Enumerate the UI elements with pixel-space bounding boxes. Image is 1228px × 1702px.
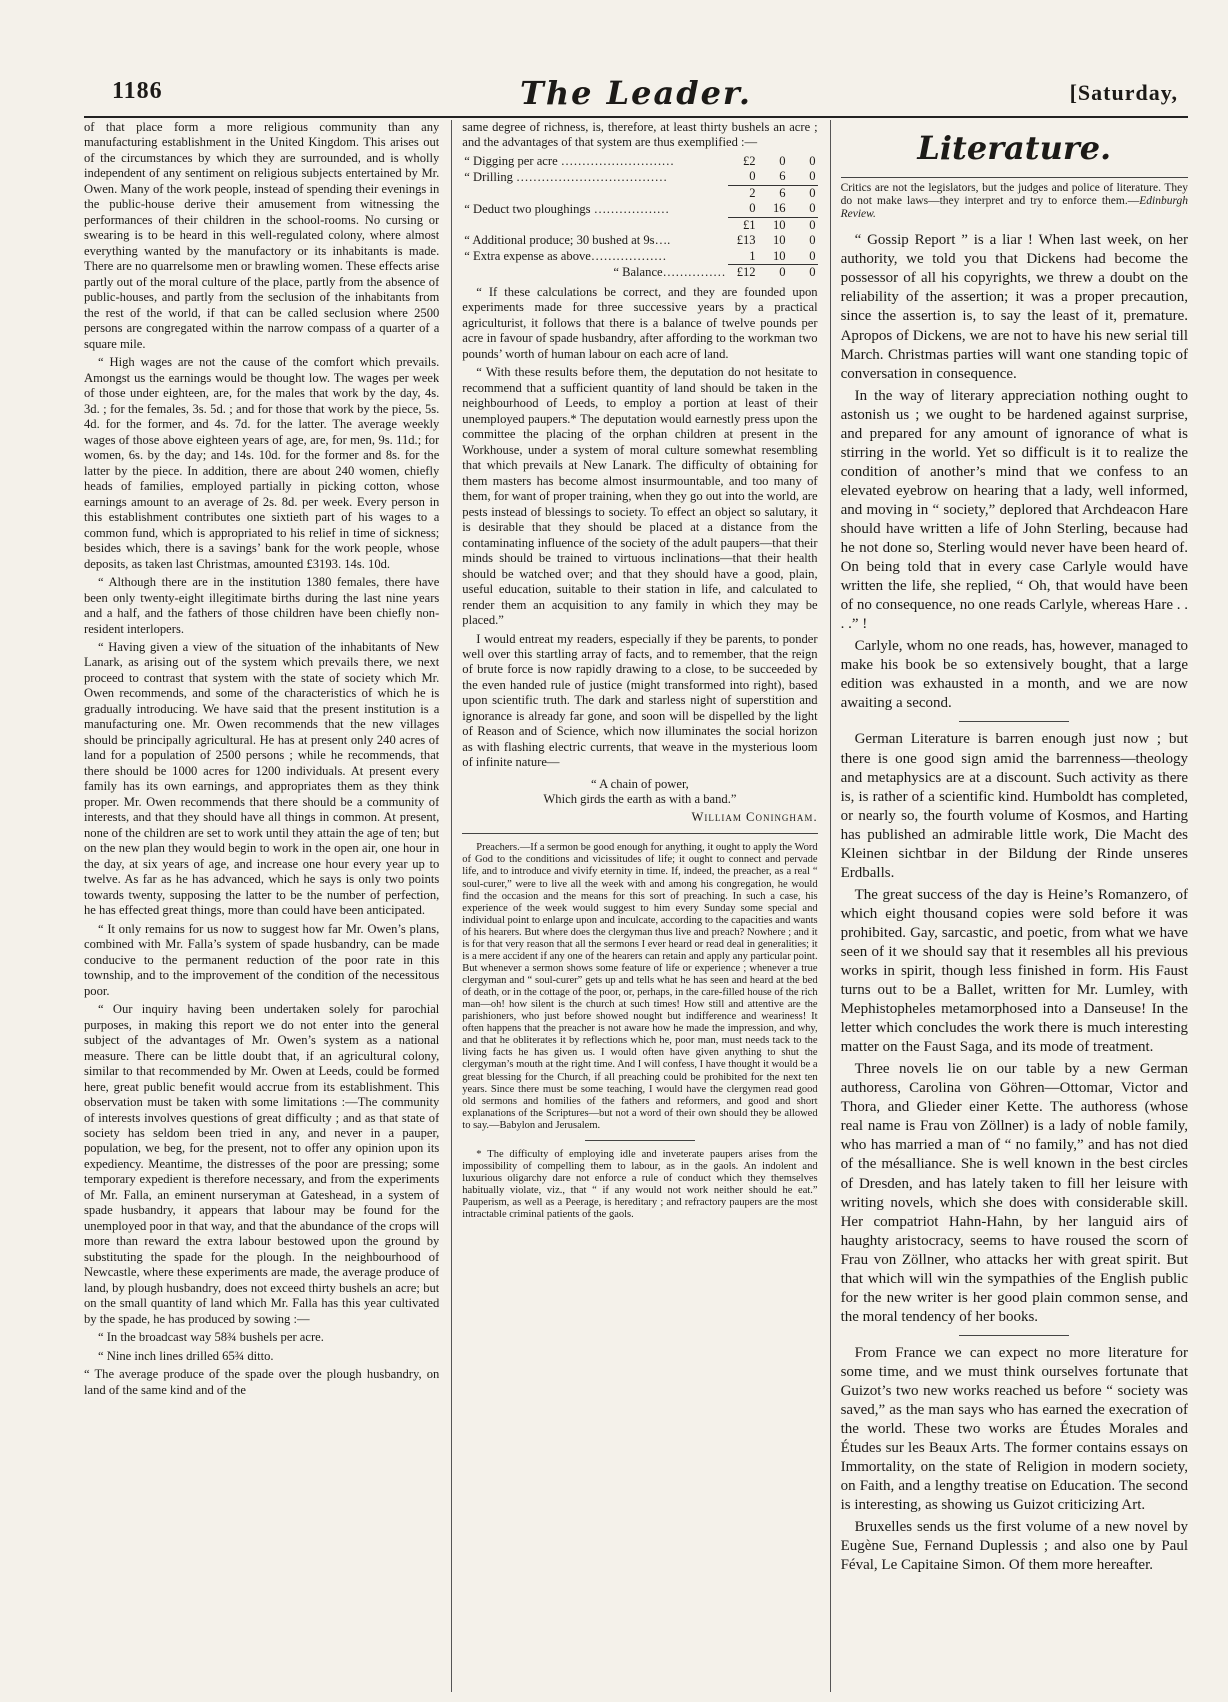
section-divider bbox=[959, 1335, 1069, 1336]
epigraph-source: Edinburgh Review. bbox=[840, 194, 1188, 221]
paragraph: I would entreat my readers, especially if they be parents, to ponder well over this startling array of facts, and to remember, that the reign of brute force is now rapidly drawing to a close, to be succeeded by the even handed rule of justice (might transformed into right), based upon scientific truth. The dark and starless night of superstition and ignorance is already far gone, and soon will be dispelled by the light of Reason and of Science, which now illuminates the social horizon as with flashing electric currents, that weave in the mysterious loom of infinite nature— bbox=[462, 631, 818, 770]
footnote-divider bbox=[585, 1140, 695, 1141]
paragraph: “ The average produce of the spade over the plough husbandry, on land of the same kind and of the bbox=[84, 1367, 440, 1397]
pounds: 0 bbox=[749, 169, 756, 184]
row-label bbox=[462, 185, 727, 201]
pounds: 1 bbox=[749, 248, 756, 263]
table-row bbox=[462, 169, 817, 185]
epigraph bbox=[841, 177, 1188, 222]
pence: 0 bbox=[788, 265, 818, 281]
pence: 0 bbox=[788, 185, 818, 201]
row-label bbox=[462, 217, 727, 233]
paragraph: “ Having given a view of the situation of the inhabitants of New Lanark, as arising out of the system which prevails there, we next proceed to contrast that system with the state of society which Mr. Owen recommends, and some of the characteristics of which he is gradually introducing. We have said that the present institution is a manufacturing one. Mr. Owen recommends that the new villages should be principally agricultural. He has at present only 240 acres of land for a population of 2500 persons ; while he recommends, that there should be 1000 acres for 1200 individuals. At present every family has its own earnings, and appropriates them as they think proper. Mr. Owen recommends that there should be a community of interests, and that they should have all things in common. At present, none of the children are set to work until they attain the age of ten; but on the new plan they would begin to work in the open air, one hour in the day, at six years of age, and increase one hour every year up to twelve. As far as he has advanced, which he says is only two points towards twenty, supposing the latter to be the number of perfection, he has effected great things, more than could have been anticipated. bbox=[84, 639, 440, 918]
paragraph: “ If these calculations be correct, and they are founded upon experiments made for three successive years by a practical agriculturist, it follows that there is a balance of twelve pounds per acre in favour of spade husbandry, after affording to the workman two pounds’ worth of human labour on each acre of land. bbox=[462, 284, 818, 361]
page-number: 1186 bbox=[112, 78, 163, 104]
row-label: “ Additional produce; 30 bushed at 9s…. bbox=[464, 233, 671, 248]
poem-line: “ A chain of power, bbox=[591, 776, 689, 791]
paragraph: Three novels lie on our table by a new German authoress, Carolina von Göhren—Ottomar, Victor and Thora, and Glieder einer Kette. The authoress (whose real name is Frau von Zöllner) is a lady of noble family, who has married a man of “ no family,” and has not died of the mésalliance. She is well known in the best circles of Dresden, and has lately taken to fill her leisure with writing novels, which she does with considerable skill. Her compatriot Hahn-Hahn, by her languid airs of haughty aristocracy, seems to have roused the scorn of Frau von Zöllner, who attacks her with great spirit. But that which will win the sympathies of the English public for the new writer is her good plain common sense, and the moral tendency of her books. bbox=[840, 1061, 1188, 1325]
issue-date: [Saturday, bbox=[1069, 80, 1178, 105]
section-divider bbox=[462, 833, 817, 834]
footnote: * The difficulty of employing idle and inveterate paupers arises from the impossibility of compelling them to labour, as in the gaols. An indolent and luxurious oligarchy dare not enforce a rule of conduct which they themselves habitually violate, viz., that “ if any would not work neither should he eat.” Pauperism, as well as a Peerage, is hereditary ; and refractory paupers are the most intractable criminal patients of the gaols. bbox=[462, 1148, 818, 1221]
column-1 bbox=[84, 120, 439, 1692]
table-row bbox=[462, 185, 817, 201]
paragraph: “ Although there are in the institution 1380 females, there have been only twenty-eight illegitimate births during the last nine years and a half, and the fathers of those children have been chiefly non-resident interlopers. bbox=[84, 575, 440, 636]
pounds: £1 bbox=[728, 217, 758, 233]
header-rule bbox=[84, 116, 1188, 118]
shillings: 0 bbox=[758, 265, 788, 281]
paragraph: “ Gossip Report ” is a liar ! When last week, on her authority, we told you that Dickens had become the possessor of all his copyrights, we threw a doubt on the reliability of the assertion; it was a proper precaution, since the assertion is, to say the least of it, premature. Apropos of Dickens, we are not to have his new serial till March. Christmas parties will want one standing topic of conversation in consequence. bbox=[840, 232, 1188, 382]
table-row bbox=[462, 233, 817, 248]
epigraph-text: Critics are not the legislators, but the judges and police of literature. They do not make laws—they interpret and try to enforce them.— bbox=[840, 181, 1188, 207]
section-divider bbox=[959, 721, 1069, 722]
paragraph: Carlyle, whom no one reads, has, however, managed to make his book be so extensively bought, that a large edition was exhausted in a month, and we are now awaiting a second. bbox=[840, 638, 1188, 712]
table-row bbox=[462, 249, 817, 265]
pounds: 0 bbox=[749, 201, 756, 216]
shillings: 16 bbox=[773, 201, 786, 216]
shillings: 6 bbox=[758, 185, 788, 201]
section-title: Literature. bbox=[917, 129, 1112, 167]
row-label: “ Drilling ……………………………… bbox=[464, 169, 668, 184]
pence: 0 bbox=[809, 153, 816, 168]
pence: 0 bbox=[809, 169, 816, 184]
pounds: 2 bbox=[728, 185, 758, 201]
pounds: £13 bbox=[736, 233, 756, 248]
paragraph: “ With these results before them, the deputation do not hesitate to recommend that a sufficient quantity of land should be taken in the neighbourhood of Leeds, to employ a portion at least of their unemployed paupers.* The deputation would earnestly press upon the committee the placing of the orphan children at present in the Workhouse, under a system of moral culture somewhat resembling that which prevails at New Lanark. The difficulty of obtaining for them masters has become almost insurmountable, and too many of them, for want of proper training, when they go out into the world, are pests instead of blessings to society. To effect an object so salutary, it is desirable that they should be placed at a distance from the contaminating influence of the society of the adult paupers—that their minds should be trained to virtuous inclinations—that their health should be watched over; and that they should have a good, plain, useful education, suitable to their station in life, and calculated to render them an acquisition to any family in which they may be placed.” bbox=[462, 365, 818, 628]
shillings: 10 bbox=[773, 248, 786, 263]
yield-line: “ Nine inch lines drilled 65¾ ditto. bbox=[98, 1348, 274, 1363]
pence: 0 bbox=[809, 233, 816, 248]
paragraph: “ Our inquiry having been undertaken solely for parochial purposes, in making this report we do not enter into the general subject of the advantages of Mr. Owen’s system as a national measure. There can be little doubt that, if an agricultural colony, similar to that recommended by Mr. Owen at Leeds, could be formed here, great public benefit would accrue from its establishment. This observation must be taken with some limitations :—The community of interests involves questions of great difficulty ; and as that state of society has seldom been tried in any, and never in a pauper, population, we beg, for the present, not to offer any opinion upon its expediency. Meantime, the distresses of the poor are pressing; some temporary expedient is therefore necessary, and from the experiments of Mr. Falla, an eminent nurseryman at Gateshead, in a system of spade husbandry, it appears that labour may be found for the unemployed poor in that way, and that the abundance of the crops will more than reward the extra labour bestowed upon the ground by substituting the spade for the plough. In the neighbourhood of Newcastle, where these experiments are made, the average produce of land, by plough husbandry, does not exceed thirty bushels an acre; but on the small quantity of land which Mr. Falla has this year cultivated by the spade, he has produced by sowing :— bbox=[84, 1002, 440, 1326]
pence: 0 bbox=[809, 248, 816, 263]
row-label: “ Balance…………… bbox=[613, 265, 726, 280]
poem-line: Which girds the earth as with a band.” bbox=[543, 792, 737, 807]
paragraph: The great success of the day is Heine’s Romanzero, of which eight thousand copies were sold before it was prohibited. Gay, sarcastic, and poetic, from what we have seen of it we should say that it resembles all his previous works in spirit, though less finished in form. His Faust turns out to be a Ballet, written for Mr. Lumley, with Mephistopheles metamorphosed into a Danseuse! In the letter which concludes the work there is much interesting matter on the Faust Saga, and its mode of treatment. bbox=[840, 886, 1188, 1056]
shillings: 0 bbox=[779, 153, 786, 168]
table-row bbox=[462, 201, 817, 217]
paper-title: The Leader. bbox=[520, 74, 752, 112]
paragraph: “ High wages are not the cause of the comfort which prevails. Amongst us the earnings would be thought low. The wages per week of those under eighteen, are, for the males that work by the day, 4s. 3d. ; for the females, 3s. 5d. ; and for those that work by the piece, 5s. 4d. for the former, and 4s. 7d. for the latter. The average weekly wages of those above eighteen years of age, are, for men, 9s. 11d.; for women, 6s. by the day; and 14s. 10d. for the former and 8s. for the latter by the piece. In addition, there are about 240 women, chiefly heads of families, employed partially in picking cotton, whose earnings amount to an average of 2s. 8d. per week. Every person in this establishment contributes one sixtieth part of his wages to a common fund, which is appropriated to his relief in time of sickness; besides which, there is a savings’ bank for the work people, whose deposits, as taken last Christmas, amounted £3193. 14s. 10d. bbox=[84, 355, 440, 571]
paragraph: Bruxelles sends us the first volume of a new novel by Eugène Sue, Fernand Duplessis ; and also one by Paul Féval, Le Capitaine Simon. Of them more hereafter. bbox=[840, 1519, 1188, 1574]
pounds: £12 bbox=[728, 265, 758, 281]
account-table bbox=[462, 154, 817, 281]
shillings: 6 bbox=[779, 169, 786, 184]
table-row bbox=[462, 217, 817, 233]
paragraph: From France we can expect no more literature for some time, and we must think ourselves fortunate that Guizot’s two new works reached us before “ society was saved,” as the man says who has earned the execration of the world. These two works are Études Morales and Études sur les Beaux Arts. The former contains essays on Immortality, on the state of Religion in modern society, on Faith, and a lengthy treatise on Education. The second is interesting, as showing us Guizot criticizing Art. bbox=[840, 1344, 1188, 1514]
preachers-item: Preachers.—If a sermon be good enough for anything, it ought to apply the Word of God to the conditions and vicissitudes of life; it ought to connect and pervade life, and to introduce and vivify eternity in time. If, indeed, the preacher, as a real “ soul-curer,” were to live all the week with and among his congregation, he would find the occasion and the means for this sort of preaching. In such a case, his experience of the week would suggest to him every Sunday some special and individual point to enlarge upon and inculcate, according to the capacities and wants of his hearers. But where does the clergyman thus live and preach? Nowhere ; and it is for that very reason that all the sermons I ever heard or read deal in generalities; it is a mere accident if any one of the hearers can retain and apply any particular point. But whenever a sermon shows some feature of life or experience ; whenever a true clergyman and “ soul-curer” gets up and tells what he has seen and heard at the bed of death, or in the cottage of the poor, or, perhaps, in the care-filled house of the rich man—oh! how silent is the church at such times! How still and attentive are the parishioners, who just before showed nought but indifference and weariness! It often happens that the preacher is not aware how he made the impression, and why, and that he obliterates it by reflections which he, poor man, must needs tack to the living facts he has given us. I would often have given anything to shut the clergyman’s mouth at the right time. And I will confess, I have thought it would be a great blessing for the Church, if all preaching could be prohibited for the next ten years. Since there must be some teaching, I would have the clergymen read good old sermons and homilies of the fathers and reformers, and good and short explanations of the Scriptures—but not a word of their own should they be allowed to say.—Babylon and Jerusalem. bbox=[462, 842, 818, 1131]
table-row bbox=[462, 265, 817, 281]
yield-line: “ In the broadcast way 58¾ bushels per acre. bbox=[98, 1330, 324, 1345]
row-label: “ Deduct two ploughings ……………… bbox=[464, 201, 670, 216]
column-3 bbox=[830, 120, 1188, 1692]
pence: 0 bbox=[788, 217, 818, 233]
columns bbox=[84, 120, 1188, 1692]
paragraph: In the way of literary appreciation nothing ought to astonish us ; we ought to be hardened against surprise, and prepared for any amount of ignorance of what is stirring in the world. Yet so difficult is it to realize the condition of another’s mind that we confess to an elevated eyebrow on hearing that a lady, well informed, and moving in “ society,” deplored that Archdeacon Hare should have written a life of John Sterling, because had he not done so, Sterling would never have been heard of. On being told that in every case Carlyle would have written the life, she replied, “ Oh, that would have been of no consequence, no one reads Carlyle, whereas Hare . . . .” ! bbox=[840, 387, 1188, 633]
row-label: “ Extra expense as above……………… bbox=[464, 249, 667, 264]
row-label: “ Digging per acre ……………………… bbox=[464, 153, 675, 168]
shillings: 10 bbox=[758, 217, 788, 233]
column-2 bbox=[451, 120, 817, 1692]
paragraph: same degree of richness, is, therefore, at least thirty bushels an acre ; and the advantages of that system are thus exemplified :— bbox=[462, 120, 818, 150]
pence: 0 bbox=[809, 201, 816, 216]
paragraph: of that place form a more religious community than any manufacturing establishment in the United Kingdom. This arises out of the circumstances by which they are surrounded, and is wholly independent of any sentiment on religious subjects entertained by Mr. Owen. Many of the work people, instead of spending their evenings in the public-house derive their amusement from witnessing the performances of their children in the school-rooms. No cursing or swearing is to be heard in this well-regulated colony, where almost everything wanted by the manufactory or its inhabitants is made. There are no quarrelsome men or brawling women. These effects arise partly out of the moral culture of the place, partly from the absence of public-houses, and partly from the seclusion of the inhabitants from the rest of the world, if that can be called seclusion where 2500 persons are congregated within the narrow compass of a quarter of a square mile. bbox=[84, 120, 440, 351]
pounds: £2 bbox=[743, 153, 756, 168]
author-signature: William Coningham. bbox=[691, 809, 818, 824]
shillings: 10 bbox=[773, 233, 786, 248]
paragraph: German Literature is barren enough just now ; but there is one good sign amid the barrenness—theology and metaphysics are at a discount. Such activity as there is, is rather of a scientific kind. Humboldt has completed, or nearly so, the fourth volume of Kosmos, and Harting has published an admirable little work, Die Macht des Kleinen sichtbar in der Bildung der Rinde unseres Erdballs. bbox=[840, 731, 1188, 881]
poem-quote bbox=[462, 777, 817, 808]
masthead bbox=[84, 74, 1188, 114]
paragraph: “ It only remains for us now to suggest how far Mr. Owen’s plans, combined with Mr. Falla’s system of spade husbandry, can be made conducive to the permanent reduction of the poor rate in this township, and to the improvement of the condition of the necessitous poor. bbox=[84, 921, 440, 998]
table-row bbox=[462, 154, 817, 169]
